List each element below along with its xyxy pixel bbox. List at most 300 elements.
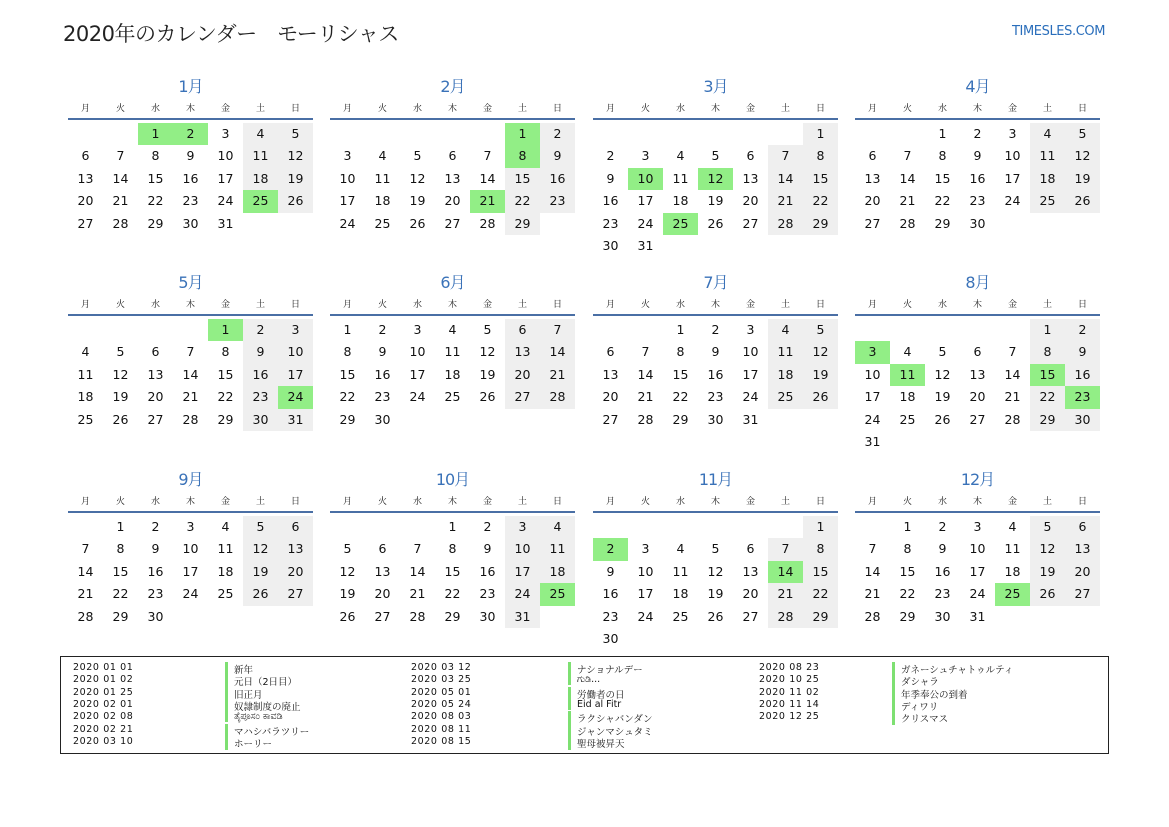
day-cell: 11 bbox=[243, 145, 278, 167]
day-cell: 6 bbox=[606, 344, 615, 360]
day-cell: 6 bbox=[505, 319, 540, 341]
day-cell: 20 bbox=[505, 364, 540, 386]
day-cell: 17 bbox=[505, 561, 540, 583]
day-cell: 20 bbox=[742, 193, 759, 209]
day-cell: 18 bbox=[217, 563, 234, 579]
day-cell: 24 bbox=[637, 215, 654, 231]
header-divider bbox=[855, 314, 1100, 316]
holiday-name: ホーリー bbox=[225, 736, 272, 750]
day-cell: 19 bbox=[707, 193, 724, 209]
holiday-day-cell: 10 bbox=[628, 168, 663, 190]
day-cell: 10 bbox=[969, 541, 986, 557]
empty-cell bbox=[173, 606, 208, 628]
week-row bbox=[593, 168, 838, 190]
day-cell: 10 bbox=[409, 344, 426, 360]
day-cell: 18 bbox=[899, 389, 916, 405]
week-row bbox=[68, 168, 313, 190]
day-cell: 14 bbox=[182, 366, 199, 382]
empty-cell bbox=[698, 516, 733, 538]
day-cell: 27 bbox=[602, 411, 619, 427]
empty-cell bbox=[435, 123, 470, 145]
weekday-label: 土 bbox=[255, 497, 265, 507]
empty-cell bbox=[540, 409, 575, 431]
weekday-header bbox=[330, 298, 575, 312]
day-cell: 4 bbox=[540, 516, 575, 538]
weekday-label: 金 bbox=[220, 497, 230, 507]
day-cell: 18 bbox=[768, 364, 803, 386]
weekday-label: 水 bbox=[150, 104, 160, 114]
week-row bbox=[593, 583, 838, 605]
day-cell: 12 bbox=[243, 538, 278, 560]
week-row bbox=[68, 145, 313, 167]
day-cell: 8 bbox=[676, 344, 685, 360]
day-cell: 15 bbox=[672, 366, 689, 382]
month-12 bbox=[855, 469, 1100, 628]
holiday-day-cell: 25 bbox=[663, 213, 698, 235]
holiday-name: クリスマス bbox=[892, 711, 948, 725]
day-cell: 30 bbox=[374, 411, 391, 427]
day-cell: 23 bbox=[243, 386, 278, 408]
week-row bbox=[855, 341, 1100, 363]
holiday-name: ディワリ bbox=[892, 699, 938, 713]
holiday-day-cell: 25 bbox=[995, 583, 1030, 605]
day-cell: 22 bbox=[112, 586, 129, 602]
week-row bbox=[855, 516, 1100, 538]
day-cell: 28 bbox=[409, 608, 426, 624]
day-cell: 11 bbox=[1030, 145, 1065, 167]
day-cell: 17 bbox=[969, 563, 986, 579]
empty-cell bbox=[400, 409, 435, 431]
weekday-label: 木 bbox=[185, 497, 195, 507]
day-cell: 6 bbox=[746, 148, 755, 164]
day-cell: 5 bbox=[413, 148, 422, 164]
day-cell: 9 bbox=[606, 563, 615, 579]
empty-cell bbox=[435, 409, 470, 431]
day-cell: 19 bbox=[243, 561, 278, 583]
week-row bbox=[593, 341, 838, 363]
holiday-day-cell: 11 bbox=[890, 364, 925, 386]
month-title: 11月 bbox=[698, 470, 733, 489]
day-cell: 20 bbox=[742, 586, 759, 602]
weekday-label: 水 bbox=[412, 300, 422, 310]
day-cell: 10 bbox=[182, 541, 199, 557]
weekday-label: 日 bbox=[552, 104, 562, 114]
day-cell: 8 bbox=[803, 538, 838, 560]
empty-cell bbox=[540, 213, 575, 235]
month-title: 8月 bbox=[965, 273, 990, 292]
weekday-label: 土 bbox=[517, 300, 527, 310]
empty-cell bbox=[663, 235, 698, 257]
weekday-label: 水 bbox=[675, 104, 685, 114]
day-cell: 17 bbox=[637, 586, 654, 602]
day-cell: 28 bbox=[479, 215, 496, 231]
day-cell: 19 bbox=[409, 193, 426, 209]
day-cell: 5 bbox=[803, 319, 838, 341]
weekday-label: 日 bbox=[552, 300, 562, 310]
month-4 bbox=[855, 76, 1100, 235]
day-cell: 21 bbox=[637, 389, 654, 405]
day-cell: 12 bbox=[339, 563, 356, 579]
day-cell: 22 bbox=[505, 190, 540, 212]
day-cell: 27 bbox=[77, 215, 94, 231]
empty-cell bbox=[698, 628, 733, 650]
empty-cell bbox=[890, 123, 925, 145]
weekday-label: 水 bbox=[937, 497, 947, 507]
week-row bbox=[593, 190, 838, 212]
empty-cell bbox=[663, 123, 698, 145]
weekday-label: 金 bbox=[220, 300, 230, 310]
weekday-label: 木 bbox=[710, 300, 720, 310]
day-cell: 13 bbox=[864, 170, 881, 186]
day-cell: 7 bbox=[868, 541, 877, 557]
weekday-label: 日 bbox=[290, 300, 300, 310]
day-cell: 2 bbox=[1065, 319, 1100, 341]
empty-cell bbox=[628, 123, 663, 145]
day-cell: 1 bbox=[116, 519, 125, 534]
day-cell: 1 bbox=[448, 519, 457, 534]
day-cell: 8 bbox=[448, 541, 457, 557]
day-cell: 17 bbox=[864, 389, 881, 405]
day-cell: 16 bbox=[969, 170, 986, 186]
day-cell: 23 bbox=[182, 193, 199, 209]
day-cell: 28 bbox=[768, 606, 803, 628]
week-row bbox=[593, 213, 838, 235]
empty-cell bbox=[1065, 431, 1100, 453]
weekday-label: 金 bbox=[1007, 300, 1017, 310]
day-cell: 13 bbox=[147, 366, 164, 382]
holiday-date: 2020 01 02 bbox=[73, 674, 134, 686]
day-cell: 13 bbox=[374, 563, 391, 579]
holiday-day-cell: 1 bbox=[505, 123, 540, 145]
month-title: 5月 bbox=[178, 273, 203, 292]
day-cell: 21 bbox=[899, 193, 916, 209]
day-cell: 12 bbox=[112, 366, 129, 382]
day-cell: 15 bbox=[934, 170, 951, 186]
weekday-label: 月 bbox=[867, 104, 877, 114]
month-5 bbox=[68, 272, 313, 431]
day-cell: 23 bbox=[602, 215, 619, 231]
day-cell: 2 bbox=[711, 322, 720, 337]
day-cell: 27 bbox=[969, 411, 986, 427]
day-cell: 5 bbox=[711, 148, 720, 164]
holiday-day-cell: 2 bbox=[173, 123, 208, 145]
day-cell: 31 bbox=[969, 608, 986, 624]
weekday-label: 金 bbox=[220, 104, 230, 114]
day-cell: 8 bbox=[116, 541, 125, 557]
weekday-label: 木 bbox=[185, 104, 195, 114]
month-title: 4月 bbox=[965, 77, 990, 96]
day-cell: 24 bbox=[742, 389, 759, 405]
day-cell: 18 bbox=[672, 193, 689, 209]
day-cell: 2 bbox=[973, 126, 982, 141]
day-cell: 19 bbox=[707, 586, 724, 602]
week-row bbox=[855, 168, 1100, 190]
week-row bbox=[593, 606, 838, 628]
day-cell: 21 bbox=[768, 583, 803, 605]
week-row bbox=[855, 583, 1100, 605]
day-cell: 19 bbox=[339, 586, 356, 602]
site-link[interactable]: TIMESLES.COM bbox=[1012, 24, 1106, 39]
weekday-header bbox=[330, 495, 575, 509]
holiday-date: 2020 03 25 bbox=[411, 674, 472, 686]
weekday-label: 金 bbox=[482, 497, 492, 507]
day-cell: 17 bbox=[278, 364, 313, 386]
day-cell: 5 bbox=[711, 541, 720, 557]
weekday-label: 日 bbox=[290, 497, 300, 507]
day-cell: 24 bbox=[1004, 193, 1021, 209]
month-9 bbox=[68, 469, 313, 628]
holiday-name: ナショナルデー bbox=[568, 662, 643, 676]
weekday-label: 金 bbox=[745, 104, 755, 114]
header-divider bbox=[68, 118, 313, 120]
day-cell: 14 bbox=[899, 170, 916, 186]
holiday-name: マハシバラツリー bbox=[225, 724, 309, 738]
empty-cell bbox=[470, 123, 505, 145]
day-cell: 2 bbox=[243, 319, 278, 341]
day-cell: 19 bbox=[479, 366, 496, 382]
day-cell: 18 bbox=[374, 193, 391, 209]
day-cell: 29 bbox=[934, 215, 951, 231]
day-cell: 6 bbox=[448, 148, 457, 164]
day-cell: 23 bbox=[602, 608, 619, 624]
day-cell: 14 bbox=[768, 168, 803, 190]
week-row bbox=[68, 123, 313, 145]
day-cell: 1 bbox=[903, 519, 912, 534]
month-6 bbox=[330, 272, 575, 431]
day-cell: 10 bbox=[339, 170, 356, 186]
day-cell: 11 bbox=[217, 541, 234, 557]
day-cell: 31 bbox=[864, 433, 881, 449]
day-cell: 23 bbox=[969, 193, 986, 209]
weekday-label: 月 bbox=[342, 104, 352, 114]
day-cell: 5 bbox=[116, 344, 125, 360]
weekday-header bbox=[855, 102, 1100, 116]
day-cell: 25 bbox=[1030, 190, 1065, 212]
day-cell: 15 bbox=[147, 170, 164, 186]
empty-cell bbox=[768, 516, 803, 538]
day-cell: 26 bbox=[803, 386, 838, 408]
day-cell: 13 bbox=[278, 538, 313, 560]
day-cell: 22 bbox=[339, 389, 356, 405]
day-cell: 26 bbox=[112, 411, 129, 427]
day-cell: 3 bbox=[186, 519, 195, 534]
day-cell: 5 bbox=[243, 516, 278, 538]
empty-cell bbox=[243, 606, 278, 628]
day-cell: 2 bbox=[606, 148, 615, 164]
day-cell: 6 bbox=[746, 541, 755, 557]
day-cell: 24 bbox=[409, 389, 426, 405]
empty-cell bbox=[1065, 606, 1100, 628]
day-cell: 30 bbox=[182, 215, 199, 231]
day-cell: 19 bbox=[803, 364, 838, 386]
day-cell: 7 bbox=[1008, 344, 1017, 360]
week-row bbox=[68, 213, 313, 235]
day-cell: 7 bbox=[540, 319, 575, 341]
weekday-label: 木 bbox=[447, 104, 457, 114]
weekday-header bbox=[68, 495, 313, 509]
day-cell: 15 bbox=[339, 366, 356, 382]
empty-cell bbox=[855, 123, 890, 145]
week-row bbox=[68, 606, 313, 628]
weekday-label: 金 bbox=[745, 300, 755, 310]
day-cell: 6 bbox=[973, 344, 982, 360]
day-cell: 12 bbox=[278, 145, 313, 167]
day-cell: 6 bbox=[278, 516, 313, 538]
day-cell: 26 bbox=[707, 215, 724, 231]
month-title: 1月 bbox=[178, 77, 203, 96]
day-cell: 2 bbox=[540, 123, 575, 145]
day-cell: 1 bbox=[1030, 319, 1065, 341]
day-cell: 29 bbox=[803, 213, 838, 235]
day-cell: 27 bbox=[505, 386, 540, 408]
day-cell: 1 bbox=[938, 126, 947, 141]
day-cell: 29 bbox=[444, 608, 461, 624]
holiday-date: 2020 02 21 bbox=[73, 723, 134, 735]
empty-cell bbox=[663, 628, 698, 650]
day-cell: 21 bbox=[77, 586, 94, 602]
weekday-label: 月 bbox=[80, 104, 90, 114]
weekday-label: 日 bbox=[815, 300, 825, 310]
day-cell: 23 bbox=[934, 586, 951, 602]
day-cell: 10 bbox=[505, 538, 540, 560]
day-cell: 27 bbox=[742, 608, 759, 624]
weekday-label: 火 bbox=[115, 497, 125, 507]
holiday-day-cell: 25 bbox=[540, 583, 575, 605]
empty-cell bbox=[803, 235, 838, 257]
empty-cell bbox=[960, 319, 995, 341]
day-cell: 6 bbox=[378, 541, 387, 557]
day-cell: 26 bbox=[1065, 190, 1100, 212]
day-cell: 7 bbox=[413, 541, 422, 557]
holiday-date: 2020 02 01 bbox=[73, 698, 134, 710]
day-cell: 3 bbox=[343, 148, 352, 164]
day-cell: 12 bbox=[1030, 538, 1065, 560]
weekday-label: 土 bbox=[780, 300, 790, 310]
day-cell: 27 bbox=[444, 215, 461, 231]
day-cell: 23 bbox=[707, 389, 724, 405]
day-cell: 29 bbox=[505, 213, 540, 235]
day-cell: 11 bbox=[77, 366, 94, 382]
day-cell: 11 bbox=[768, 341, 803, 363]
weekday-label: 火 bbox=[902, 104, 912, 114]
day-cell: 28 bbox=[182, 411, 199, 427]
day-cell: 14 bbox=[864, 563, 881, 579]
day-cell: 25 bbox=[217, 586, 234, 602]
weekday-label: 火 bbox=[640, 104, 650, 114]
day-cell: 27 bbox=[374, 608, 391, 624]
day-cell: 23 bbox=[374, 389, 391, 405]
day-cell: 20 bbox=[602, 389, 619, 405]
day-cell: 12 bbox=[707, 563, 724, 579]
day-cell: 20 bbox=[969, 389, 986, 405]
week-row bbox=[330, 168, 575, 190]
day-cell: 11 bbox=[672, 170, 689, 186]
day-cell: 13 bbox=[742, 563, 759, 579]
day-cell: 10 bbox=[278, 341, 313, 363]
weekday-label: 木 bbox=[185, 300, 195, 310]
week-row bbox=[855, 190, 1100, 212]
day-cell: 8 bbox=[221, 344, 230, 360]
day-cell: 31 bbox=[637, 237, 654, 253]
holiday-name: ラクシャバンダン bbox=[568, 711, 653, 725]
day-cell: 3 bbox=[641, 541, 650, 557]
day-cell: 11 bbox=[540, 538, 575, 560]
header-divider bbox=[855, 118, 1100, 120]
day-cell: 8 bbox=[903, 541, 912, 557]
week-row bbox=[593, 319, 838, 341]
day-cell: 14 bbox=[1004, 366, 1021, 382]
holiday-name: 労働者の日 bbox=[568, 687, 625, 701]
weekday-label: 土 bbox=[1042, 300, 1052, 310]
day-cell: 28 bbox=[637, 411, 654, 427]
empty-cell bbox=[68, 319, 103, 341]
weekday-label: 日 bbox=[552, 497, 562, 507]
day-cell: 7 bbox=[116, 148, 125, 164]
day-cell: 31 bbox=[217, 215, 234, 231]
day-cell: 13 bbox=[969, 366, 986, 382]
day-cell: 20 bbox=[77, 193, 94, 209]
empty-cell bbox=[768, 628, 803, 650]
day-cell: 9 bbox=[973, 148, 982, 164]
day-cell: 13 bbox=[602, 366, 619, 382]
day-cell: 20 bbox=[1065, 561, 1100, 583]
empty-cell bbox=[278, 606, 313, 628]
day-cell: 16 bbox=[147, 563, 164, 579]
header-divider bbox=[68, 314, 313, 316]
weekday-label: 月 bbox=[80, 497, 90, 507]
day-cell: 24 bbox=[505, 583, 540, 605]
weekday-header bbox=[593, 495, 838, 509]
day-cell: 11 bbox=[444, 344, 461, 360]
day-cell: 29 bbox=[112, 608, 129, 624]
holiday-name: ಗುಡಿ... bbox=[568, 674, 600, 685]
day-cell: 8 bbox=[151, 148, 160, 164]
empty-cell bbox=[330, 516, 365, 538]
weekday-header bbox=[593, 102, 838, 116]
day-cell: 28 bbox=[864, 608, 881, 624]
weekday-label: 土 bbox=[780, 497, 790, 507]
holiday-date: 2020 11 02 bbox=[759, 686, 820, 698]
week-row bbox=[330, 123, 575, 145]
week-row bbox=[330, 538, 575, 560]
day-cell: 22 bbox=[899, 586, 916, 602]
month-2 bbox=[330, 76, 575, 235]
day-cell: 17 bbox=[217, 170, 234, 186]
weekday-label: 水 bbox=[412, 497, 422, 507]
day-cell: 26 bbox=[409, 215, 426, 231]
weekday-label: 金 bbox=[1007, 497, 1017, 507]
day-cell: 8 bbox=[803, 145, 838, 167]
month-title: 6月 bbox=[440, 273, 465, 292]
day-cell: 3 bbox=[641, 148, 650, 164]
day-cell: 6 bbox=[868, 148, 877, 164]
weekday-label: 火 bbox=[377, 104, 387, 114]
day-cell: 6 bbox=[1065, 516, 1100, 538]
empty-cell bbox=[733, 516, 768, 538]
week-row bbox=[855, 319, 1100, 341]
day-cell: 14 bbox=[112, 170, 129, 186]
day-cell: 5 bbox=[938, 344, 947, 360]
day-cell: 16 bbox=[479, 563, 496, 579]
day-cell: 24 bbox=[182, 586, 199, 602]
day-cell: 9 bbox=[243, 341, 278, 363]
week-row bbox=[855, 431, 1100, 453]
day-cell: 7 bbox=[483, 148, 492, 164]
week-row bbox=[68, 538, 313, 560]
week-row bbox=[593, 561, 838, 583]
day-cell: 14 bbox=[409, 563, 426, 579]
day-cell: 29 bbox=[147, 215, 164, 231]
